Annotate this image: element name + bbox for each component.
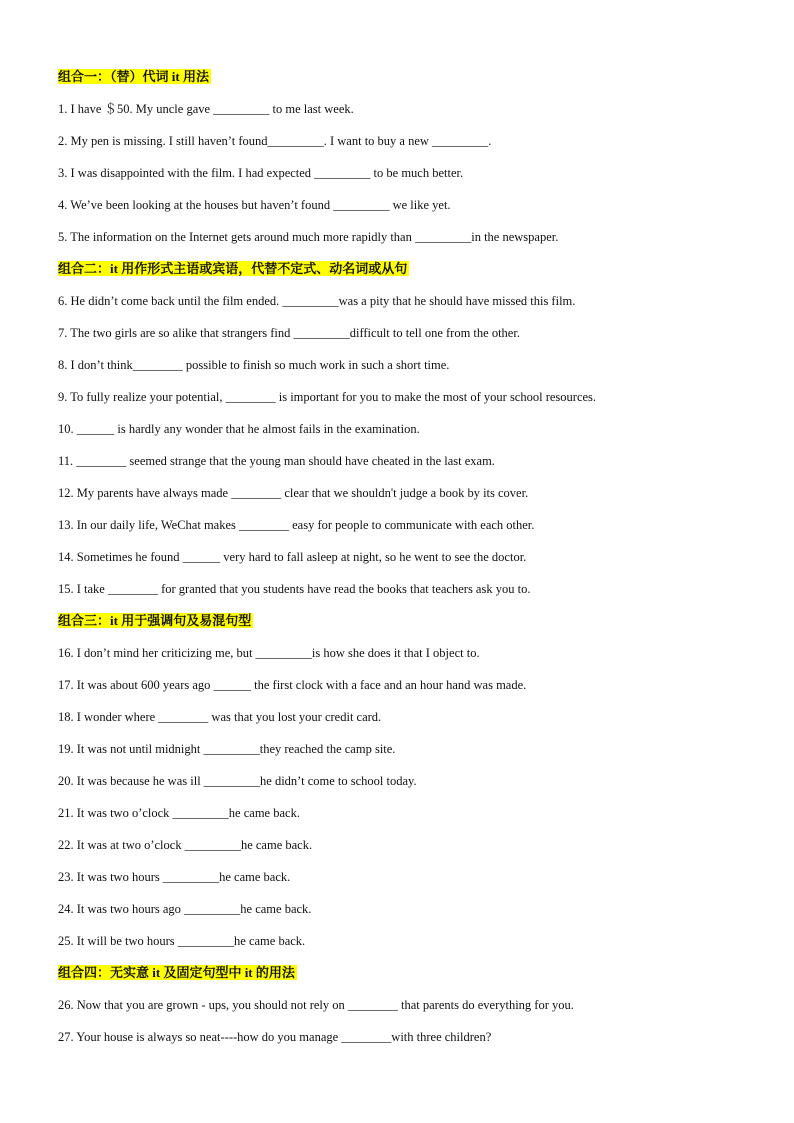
question-text: It was two o’clock _________he came back.	[76, 806, 300, 820]
question-number: 7.	[58, 326, 68, 340]
question-item	[58, 932, 305, 950]
question-item	[58, 804, 300, 822]
question-item	[58, 868, 290, 886]
question-text: It was because he was ill _________he didn’t come to school today.	[76, 774, 417, 788]
question-text: It was two hours _________he came back.	[76, 870, 291, 884]
question-number: 14.	[58, 550, 74, 564]
question-text: It was not until midnight _________they reached the camp site.	[76, 742, 396, 756]
question-item	[58, 388, 596, 406]
question-text: Sometimes he found ______ very hard to fall asleep at night, so he went to see the doctor.	[76, 550, 527, 564]
question-number: 19.	[58, 742, 74, 756]
question-item	[58, 452, 495, 470]
question-number: 15.	[58, 582, 74, 596]
question-text: We’ve been looking at the houses but haven’t found _________ we like yet.	[70, 198, 451, 212]
question-number: 2.	[58, 134, 68, 148]
question-number: 5.	[58, 230, 68, 244]
question-item	[58, 132, 491, 150]
question-text: My pen is missing. I still haven’t found_________. I want to buy a new _________.	[70, 134, 492, 148]
question-number: 17.	[58, 678, 74, 692]
question-item	[58, 772, 417, 790]
section-heading-text: 组合一：（替）代词 it 用法	[58, 69, 209, 84]
question-text: My parents have always made ________ clear that we shouldn't judge a book by its cover.	[76, 486, 529, 500]
question-number: 1.	[58, 102, 68, 116]
question-text: The two girls are so alike that strangers find _________difficult to tell one from the other.	[70, 326, 520, 340]
question-item	[58, 164, 463, 182]
question-number: 4.	[58, 198, 68, 212]
question-number: 21.	[58, 806, 74, 820]
question-number: 27.	[58, 1030, 74, 1044]
section-heading-text: 组合二：it 用作形式主语或宾语，代替不定式、动名词或从句	[58, 261, 408, 276]
question-number: 13.	[58, 518, 74, 532]
question-item	[58, 580, 530, 598]
section-heading	[58, 612, 253, 630]
question-text: It was two hours ago _________he came back.	[76, 902, 312, 916]
question-item	[58, 644, 480, 662]
question-item	[58, 292, 575, 310]
question-number: 11.	[58, 454, 74, 468]
question-text: He didn’t come back until the film ended. _________was a pity that he should have missed this film.	[70, 294, 576, 308]
question-item	[58, 420, 420, 438]
question-number: 22.	[58, 838, 74, 852]
question-text: It will be two hours _________he came back.	[76, 934, 306, 948]
question-item	[58, 228, 558, 246]
question-text: The information on the Internet gets around much more rapidly than _________in the newspaper.	[70, 230, 559, 244]
question-text: In our daily life, WeChat makes ________ easy for people to communicate with each other.	[76, 518, 535, 532]
question-number: 10.	[58, 422, 74, 436]
question-item	[58, 996, 574, 1014]
question-text: To fully realize your potential, ________ is important for you to make the most of your school resources.	[70, 390, 597, 404]
question-number: 18.	[58, 710, 74, 724]
question-item	[58, 740, 395, 758]
section-heading	[58, 964, 297, 982]
question-item	[58, 516, 534, 534]
question-number: 3.	[58, 166, 68, 180]
question-number: 23.	[58, 870, 74, 884]
question-number: 9.	[58, 390, 68, 404]
question-item	[58, 548, 526, 566]
question-number: 25.	[58, 934, 74, 948]
section-heading	[58, 68, 211, 86]
question-item	[58, 676, 526, 694]
question-text: I don’t think________ possible to finish so much work in such a short time.	[70, 358, 450, 372]
question-item	[58, 484, 528, 502]
question-item	[58, 196, 451, 214]
question-text: It was at two o’clock _________he came back.	[76, 838, 313, 852]
section-heading-text: 组合四：无实意 it 及固定句型中 it 的用法	[58, 965, 295, 980]
question-number: 24.	[58, 902, 74, 916]
question-number: 16.	[58, 646, 74, 660]
section-heading	[58, 260, 409, 278]
question-number: 20.	[58, 774, 74, 788]
question-number: 6.	[58, 294, 68, 308]
question-text: I don’t mind her criticizing me, but _________is how she does it that I object to.	[76, 646, 480, 660]
question-item	[58, 324, 520, 342]
question-text: I wonder where ________ was that you lost your credit card.	[76, 710, 382, 724]
question-text: ________ seemed strange that the young man should have cheated in the last exam.	[76, 454, 495, 468]
question-text: Your house is always so neat----how do you manage ________with three children?	[76, 1030, 492, 1044]
section-heading-text: 组合三：it 用于强调句及易混句型	[58, 613, 252, 628]
question-item	[58, 356, 449, 374]
question-text: Now that you are grown - ups, you should not rely on ________ that parents do everything for you.	[76, 998, 574, 1012]
question-item	[58, 708, 381, 726]
question-item	[58, 1028, 491, 1046]
question-number: 26.	[58, 998, 74, 1012]
question-item	[58, 100, 354, 118]
question-text: ______ is hardly any wonder that he almost fails in the examination.	[76, 422, 420, 436]
question-text: I was disappointed with the film. I had expected _________ to be much better.	[70, 166, 464, 180]
question-item	[58, 900, 311, 918]
question-item	[58, 836, 312, 854]
question-number: 12.	[58, 486, 74, 500]
question-text: I have ＄50. My uncle gave _________ to me last week.	[70, 102, 354, 116]
question-number: 8.	[58, 358, 68, 372]
question-text: It was about 600 years ago ______ the first clock with a face and an hour hand was made.	[76, 678, 527, 692]
question-text: I take ________ for granted that you students have read the books that teachers ask you to.	[76, 582, 531, 596]
